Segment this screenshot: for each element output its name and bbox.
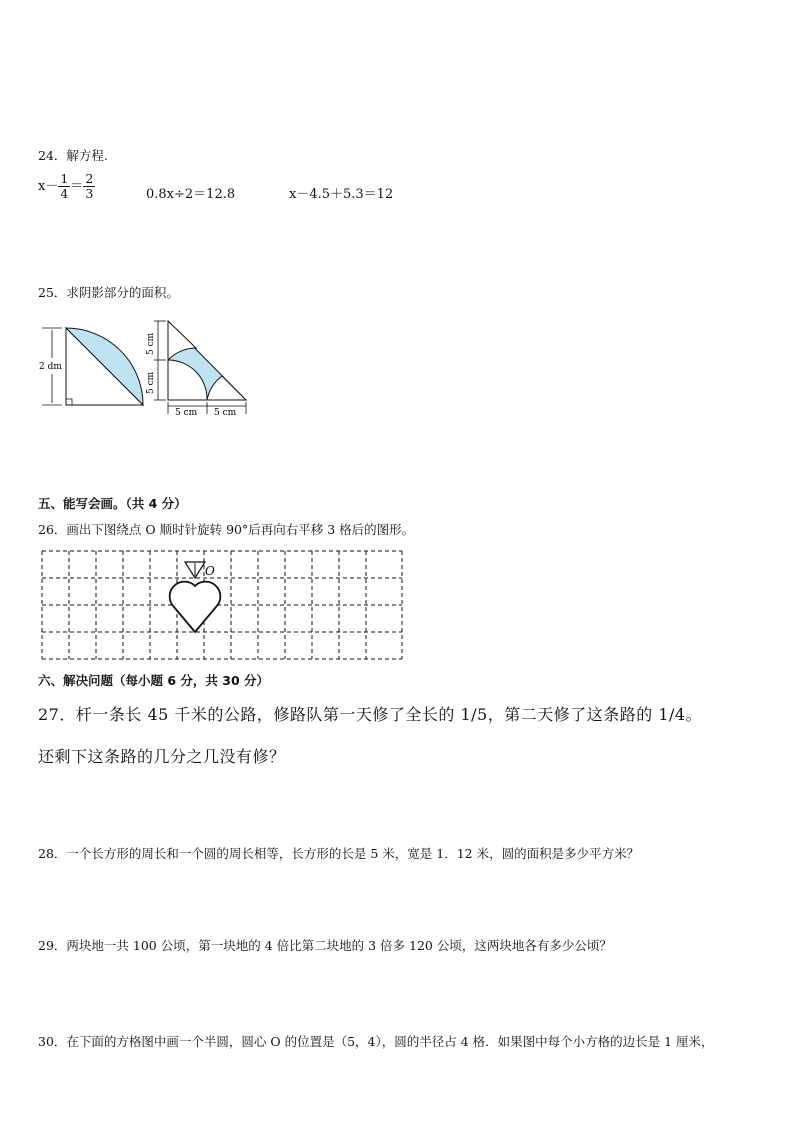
eq1-fraction-2 — [83, 172, 95, 201]
q26-label: 26．画出下图绕点 O 顺时针旋转 90°后再向右平移 3 格后的图形。 — [38, 522, 415, 537]
eq1-frac1-num: 1 — [60, 171, 69, 186]
fig1-dimension-label: 2 dm — [39, 362, 62, 372]
fig2-dimension-top: 5 cm — [146, 332, 156, 355]
eq1-frac2-den: 3 — [85, 186, 94, 201]
figure-triangle-arcs — [146, 321, 246, 418]
fig2-dimension-b2: 5 cm — [214, 408, 237, 418]
q29-label: 29．两块地一共 100 公顷，第一块地的 4 倍比第二块地的 3 倍多 120 公顷，这两块地各有多少公顷？ — [38, 938, 612, 953]
fig2-dimension-b1: 5 cm — [175, 408, 198, 418]
eq1-prefix: x－ — [38, 179, 59, 194]
q25-label: 25．求阴影部分的面积。 — [38, 285, 179, 300]
fig2-dimension-mid: 5 cm — [146, 371, 156, 394]
q27-line-2: 还剩下这条路的几分之几没有修？ — [38, 747, 286, 766]
q27-line-1: 27．杆一条长 45 千米的公路，修路队第一天修了全长的 1/5，第二天修了这条路的 1/4。 — [38, 705, 703, 724]
section-6-title: 六、解决问题（每小题 6 分，共 30 分） — [38, 673, 270, 688]
q24-equation-2: 0.8x÷2＝12.8 — [146, 187, 236, 202]
q28-label: 28．一个长方形的周长和一个圆的周长相等，长方形的长是 5 米，宽是 1．12 米，圆的面积是多少平方米？ — [38, 846, 640, 861]
eq1-frac2-num: 2 — [85, 171, 94, 186]
q24-label: 24．解方程. — [38, 148, 108, 163]
q30-label: 30．在下面的方格图中画一个半圆，圆心 O 的位置是（5，4），圆的半径占 4 格．如果图中每个小方格的边长是 1 厘米， — [38, 1034, 714, 1049]
q24-equation-1 — [38, 172, 95, 201]
q26-grid — [40, 549, 406, 663]
eq1-frac1-den: 4 — [60, 186, 69, 201]
eq1-fraction-1 — [58, 172, 70, 201]
point-o-label: O — [205, 564, 215, 578]
q25-figures — [36, 318, 256, 418]
eq1-equals: ＝ — [70, 179, 84, 194]
dashed-grid-lines — [42, 551, 402, 659]
section-5-title: 五、能写会画。（共 4 分） — [38, 496, 187, 511]
figure-quarter-circle — [39, 328, 143, 405]
q24-equation-3: x－4.5＋5.3＝12 — [289, 187, 394, 202]
